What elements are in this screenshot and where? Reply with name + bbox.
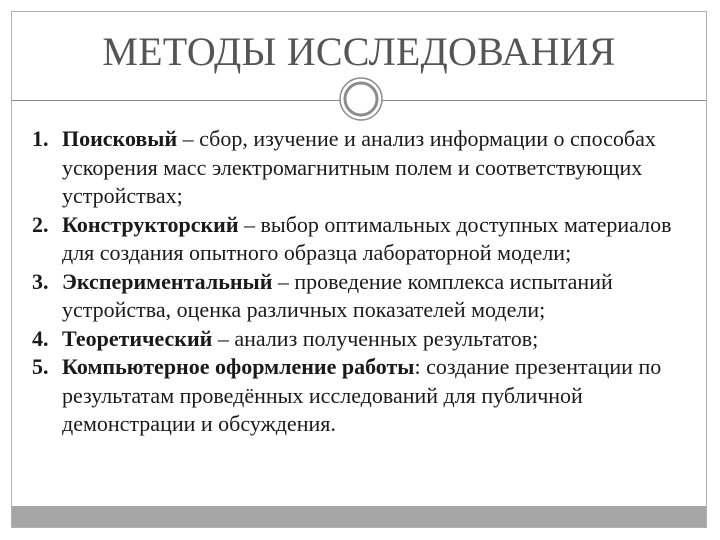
item-text: анализ полученных результатов; — [234, 325, 539, 351]
item-separator: – — [212, 325, 235, 351]
item-text: проведение комплекса испытаний устройства, оценка различных показателей модели; — [62, 268, 613, 322]
item-separator: – — [272, 268, 295, 294]
item-term: Компьютерное оформление работы — [62, 354, 415, 379]
item-text: сбор, изучение и анализ информации о способах ускорения масс электромагнитным полем и соответствующих устройствах; — [62, 126, 656, 208]
item-number: 1. — [32, 126, 49, 151]
item-separator: : — [414, 354, 427, 379]
item-number: 2. — [32, 211, 49, 237]
list-item-4 — [32, 325, 692, 354]
item-number: 4. — [32, 325, 49, 351]
list-item-3 — [32, 268, 692, 325]
list-item-5 — [32, 353, 692, 439]
item-term: Теоретический — [62, 325, 213, 351]
item-number: 5. — [32, 354, 49, 379]
item-text: выбор оптимальных доступных материалов для создания опытного образца лабораторной модели; — [62, 211, 672, 265]
double-ring-icon — [339, 77, 383, 121]
item-separator: – — [238, 211, 261, 237]
item-term: Экспериментальный — [62, 268, 273, 294]
bottom-bar — [12, 506, 706, 527]
item-separator: – — [177, 126, 200, 151]
item-term: Поисковый — [62, 126, 178, 151]
item-number: 3. — [32, 268, 49, 294]
methods-list — [32, 125, 692, 439]
list-item-1 — [32, 125, 692, 211]
list-item-2 — [32, 211, 692, 268]
item-term: Конструкторский — [62, 211, 239, 237]
item-text: создание презентации по результатам проведённых исследований для публичной демонстрации и обсуждения. — [62, 354, 662, 436]
slide-title: МЕТОДЫ ИССЛЕДОВАНИЯ — [102, 29, 616, 74]
